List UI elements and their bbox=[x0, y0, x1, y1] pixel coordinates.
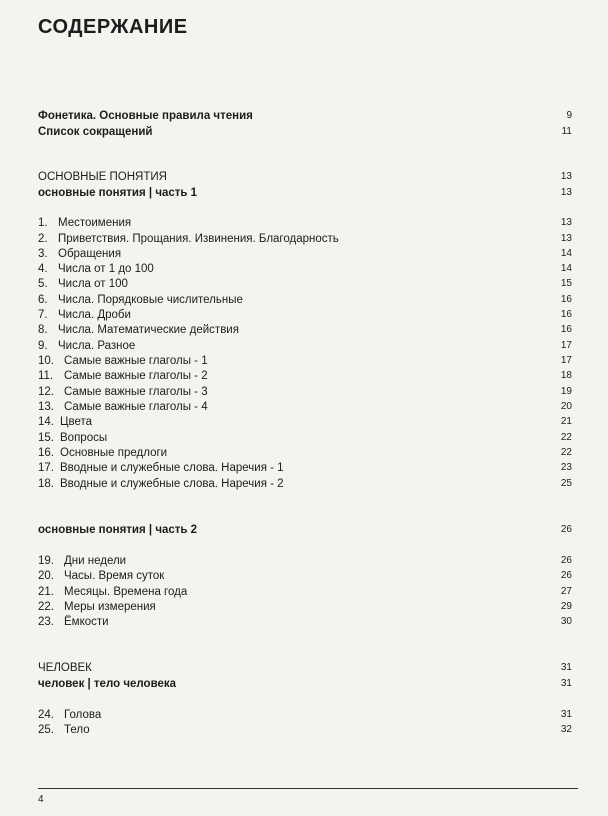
toc-page-number: 11 bbox=[561, 126, 572, 137]
toc-page-number: 22 bbox=[560, 447, 572, 458]
toc-entry bbox=[38, 216, 572, 230]
toc-page-number: 31 bbox=[560, 709, 572, 720]
toc-entry-label: Числа. Порядковые числительные bbox=[58, 294, 243, 306]
toc-page-number: 26 bbox=[560, 555, 572, 566]
toc-page-number: 31 bbox=[560, 662, 572, 673]
toc-entry bbox=[38, 262, 572, 276]
toc-entry-label: Числа. Разное bbox=[58, 340, 136, 352]
toc-page-number: 13 bbox=[560, 187, 572, 198]
toc-entry-number: 5. bbox=[38, 278, 48, 290]
toc-entry-label: Числа. Математические действия bbox=[58, 324, 239, 336]
toc-entry-number: 3. bbox=[38, 248, 48, 260]
toc-page-number: 21 bbox=[560, 416, 572, 427]
toc-page-number: 29 bbox=[560, 601, 572, 612]
toc-entry-number: 21. bbox=[38, 586, 54, 598]
toc-entry-label: Самые важные глаголы - 2 bbox=[64, 370, 208, 382]
toc-entry-label: Часы. Время суток bbox=[64, 570, 165, 582]
toc-page-number: 23 bbox=[560, 462, 572, 473]
toc-page-number: 32 bbox=[560, 724, 572, 735]
toc-entry bbox=[38, 569, 572, 583]
toc-entry-label: Меры измерения bbox=[64, 601, 156, 613]
toc-entry bbox=[38, 308, 572, 322]
toc-section-label: ЧЕЛОВЕК bbox=[38, 662, 92, 674]
toc-entry bbox=[38, 615, 572, 629]
toc-entry bbox=[38, 354, 572, 368]
toc-page-number: 25 bbox=[560, 478, 572, 489]
toc-section-label: основные понятия | часть 2 bbox=[38, 524, 198, 536]
toc-page-number: 17 bbox=[560, 355, 572, 366]
toc-entry bbox=[38, 186, 572, 200]
toc-page-number: 14 bbox=[560, 248, 572, 259]
toc-page-number: 22 bbox=[560, 432, 572, 443]
toc-entry bbox=[38, 708, 572, 722]
toc-entry bbox=[38, 523, 572, 537]
toc-entry bbox=[38, 369, 572, 383]
toc-entry-number: 18. bbox=[38, 478, 54, 490]
toc-entry-number: 20. bbox=[38, 570, 54, 582]
toc-entry-label: Числа от 1 до 100 bbox=[58, 263, 154, 275]
toc-entry bbox=[38, 723, 572, 737]
toc-page-number: 16 bbox=[560, 309, 572, 320]
toc-entry-label: Самые важные глаголы - 1 bbox=[64, 355, 208, 367]
toc-entry-label: Самые важные глаголы - 3 bbox=[64, 386, 208, 398]
toc-entry-label: Вводные и служебные слова. Наречия - 1 bbox=[60, 462, 284, 474]
toc-entry-number: 16. bbox=[38, 447, 54, 459]
toc-entry bbox=[38, 600, 572, 614]
toc-page-number: 13 bbox=[560, 171, 572, 182]
toc-entry-number: 24. bbox=[38, 709, 54, 721]
toc-page-number: 16 bbox=[560, 324, 572, 335]
toc-entry bbox=[38, 554, 572, 568]
toc-section-label: ОСНОВНЫЕ ПОНЯТИЯ bbox=[38, 171, 167, 183]
toc-entry-number: 11. bbox=[38, 370, 54, 382]
toc-entry-label: Месяцы. Времена года bbox=[64, 586, 188, 598]
toc-entry bbox=[38, 385, 572, 399]
toc-entry bbox=[38, 400, 572, 414]
toc-page-number: 31 bbox=[560, 678, 572, 689]
page-title: СОДЕРЖАНИЕ bbox=[38, 16, 188, 38]
toc-entry bbox=[38, 247, 572, 261]
toc-page-number: 16 bbox=[560, 294, 572, 305]
toc-page-number: 14 bbox=[560, 263, 572, 274]
toc-entry-number: 10. bbox=[38, 355, 54, 367]
toc-entry-number: 6. bbox=[38, 294, 48, 306]
toc-entry-number: 4. bbox=[38, 263, 48, 275]
toc-entry-number: 13. bbox=[38, 401, 54, 413]
toc-page-number: 27 bbox=[560, 586, 572, 597]
toc-page-number: 13 bbox=[560, 233, 572, 244]
toc-entry-label: Приветствия. Прощания. Извинения. Благодарность bbox=[58, 233, 339, 245]
toc-page-number: 15 bbox=[560, 278, 572, 289]
toc-entry-label: Местоимения bbox=[58, 217, 132, 229]
toc-entry-label: Голова bbox=[64, 709, 102, 721]
toc-entry bbox=[38, 125, 572, 139]
toc-entry-label: Цвета bbox=[60, 416, 93, 428]
toc-page-number: 20 bbox=[560, 401, 572, 412]
toc-entry bbox=[38, 585, 572, 599]
toc-entry-number: 23. bbox=[38, 616, 54, 628]
toc-page-number: 18 bbox=[560, 370, 572, 381]
toc-entry-label: Обращения bbox=[58, 248, 122, 260]
toc-section-label: основные понятия | часть 1 bbox=[38, 187, 198, 199]
toc-entry bbox=[38, 339, 572, 353]
toc-page-number: 17 bbox=[560, 340, 572, 351]
toc-entry-label: Тело bbox=[64, 724, 90, 736]
toc-entry bbox=[38, 232, 572, 246]
toc-page-number: 9 bbox=[566, 110, 572, 121]
toc-entry-number: 12. bbox=[38, 386, 54, 398]
toc-entry bbox=[38, 477, 572, 491]
toc-entry bbox=[38, 461, 572, 475]
toc-entry-label: Числа. Дроби bbox=[58, 309, 131, 321]
page-number: 4 bbox=[38, 794, 44, 805]
toc-page-number: 19 bbox=[560, 386, 572, 397]
toc-entry-number: 1. bbox=[38, 217, 48, 229]
toc-entry-number: 25. bbox=[38, 724, 54, 736]
toc-entry bbox=[38, 170, 572, 184]
toc-entry bbox=[38, 446, 572, 460]
toc-entry-label: Числа от 100 bbox=[58, 278, 128, 290]
toc-entry-number: 2. bbox=[38, 233, 48, 245]
toc-section-label: Список сокращений bbox=[38, 126, 153, 138]
toc-entry-number: 7. bbox=[38, 309, 48, 321]
toc-entry bbox=[38, 109, 572, 123]
toc-entry bbox=[38, 431, 572, 445]
toc-entry bbox=[38, 293, 572, 307]
toc-entry-number: 22. bbox=[38, 601, 54, 613]
toc-entry bbox=[38, 661, 572, 675]
toc-entry bbox=[38, 677, 572, 691]
toc-page-number: 13 bbox=[560, 217, 572, 228]
toc-page-number: 30 bbox=[560, 616, 572, 627]
toc-entry bbox=[38, 415, 572, 429]
toc-page-number: 26 bbox=[560, 570, 572, 581]
toc-entry-label: Самые важные глаголы - 4 bbox=[64, 401, 208, 413]
toc-entry-number: 14. bbox=[38, 416, 54, 428]
toc-section-label: человек | тело человека bbox=[38, 678, 177, 690]
toc-entry bbox=[38, 277, 572, 291]
toc-entry-number: 19. bbox=[38, 555, 54, 567]
toc-section-label: Фонетика. Основные правила чтения bbox=[38, 110, 253, 122]
toc-entry-number: 15. bbox=[38, 432, 54, 444]
toc-entry-number: 8. bbox=[38, 324, 48, 336]
toc-entry-label: Вводные и служебные слова. Наречия - 2 bbox=[60, 478, 284, 490]
footer-divider bbox=[38, 788, 578, 789]
toc-entry-number: 17. bbox=[38, 462, 54, 474]
toc-entry bbox=[38, 323, 572, 337]
toc-entry-label: Ёмкости bbox=[64, 616, 109, 628]
toc-entry-label: Вопросы bbox=[60, 432, 108, 444]
toc-entry-label: Дни недели bbox=[64, 555, 127, 567]
toc-entry-label: Основные предлоги bbox=[60, 447, 168, 459]
toc-entry-number: 9. bbox=[38, 340, 48, 352]
toc-page-number: 26 bbox=[560, 524, 572, 535]
